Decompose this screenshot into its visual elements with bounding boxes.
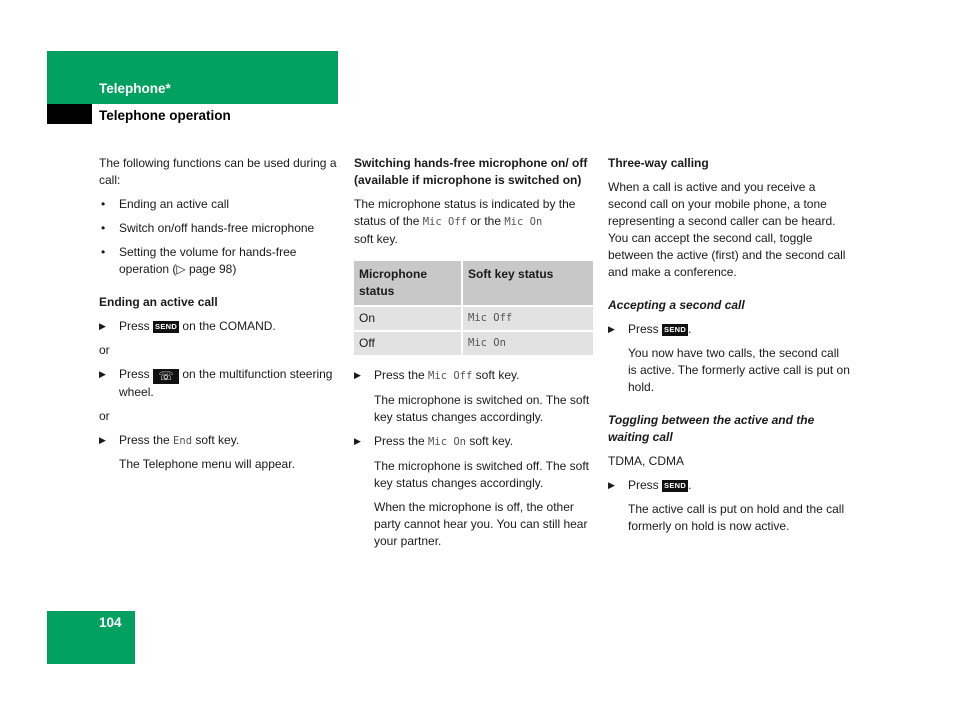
table-row: On Mic Off: [354, 306, 593, 331]
page-number: 104: [99, 615, 122, 630]
header-bar: [47, 51, 338, 104]
step-arrow-icon: ▶: [608, 324, 615, 334]
ending-heading: Ending an active call: [99, 295, 218, 309]
column-3: [608, 155, 850, 535]
mic-status-table: [354, 261, 593, 355]
step-arrow-icon: ▶: [99, 369, 106, 379]
result-text: You now have two calls, the second call is active. The formerly active call is put on hold.: [628, 346, 850, 394]
toggle-heading: Toggling between the active and the waiting call: [608, 413, 815, 444]
note-text: When the microphone is off, the other party cannot hear you. You can still hear your partner.: [374, 500, 588, 548]
step-arrow-icon: ▶: [354, 370, 361, 380]
intro-text: The following functions can be used during a call:: [99, 156, 337, 187]
result-text: The active call is put on hold and the call formerly on hold is now active.: [628, 502, 845, 533]
phone-key-icon: ☏: [153, 369, 179, 384]
send-key-icon: SEND: [155, 322, 178, 331]
result-text: The Telephone menu will appear.: [119, 457, 295, 471]
header-marker: [47, 104, 92, 124]
bullet-item: • Switch on/off hands-free microphone: [101, 221, 315, 235]
step-arrow-icon: ▶: [354, 436, 361, 446]
table-header: Microphone status: [354, 261, 462, 306]
bullet-item: • Ending an active call: [101, 197, 230, 211]
step-item: ▶ Press SEND on the COMAND.: [99, 319, 276, 333]
section-title: Telephone*: [99, 81, 171, 96]
step-item: ▶ Press SEND .: [608, 322, 692, 336]
step-item: ▶ Press the Mic Off soft key.: [354, 368, 520, 382]
three-way-intro: When a call is active and you receive a second call on your mobile phone, a tone representing a second caller can be heard. You can accept the second call, toggle between the active (first) and the second call and make a conference.: [608, 180, 846, 279]
step-item: ▶ Press the End soft key.: [99, 433, 240, 447]
accept-heading: Accepting a second call: [608, 298, 745, 312]
step-arrow-icon: ▶: [608, 480, 615, 490]
end-softkey: End: [173, 435, 193, 447]
column-1: [99, 155, 339, 473]
step-arrow-icon: ▶: [99, 321, 106, 331]
table-header: Soft key status: [462, 261, 593, 306]
or-text: or: [99, 343, 110, 357]
mic-heading: Switching hands-free microphone on/ off (available if microphone is switched on): [354, 156, 588, 187]
bullet-item: • Setting the volume for hands-free operation (▷ page 98): [101, 245, 297, 276]
network-label: TDMA, CDMA: [608, 454, 684, 468]
table-row: Off Mic On: [354, 331, 593, 355]
or-text: or: [99, 409, 110, 423]
step-item: ▶ Press ☏ on the multifunction steering wheel.: [99, 367, 333, 399]
step-arrow-icon: ▶: [99, 435, 106, 445]
three-way-heading: Three-way calling: [608, 156, 709, 170]
result-text: The microphone is switched off. The soft key status changes accordingly.: [374, 459, 589, 490]
section-subtitle: Telephone operation: [99, 108, 231, 123]
send-key-icon: SEND: [664, 325, 687, 334]
column-2: [354, 155, 594, 550]
send-key-icon: SEND: [664, 481, 687, 490]
page-ref-icon: ▷: [176, 262, 186, 276]
step-item: ▶ Press the Mic On soft key.: [354, 434, 514, 448]
step-item: ▶ Press SEND .: [608, 478, 692, 492]
result-text: The microphone is switched on. The soft key status changes accordingly.: [374, 393, 590, 424]
mic-intro: The microphone status is indicated by the status of the Mic Off or the Mic On soft key.: [354, 197, 576, 246]
